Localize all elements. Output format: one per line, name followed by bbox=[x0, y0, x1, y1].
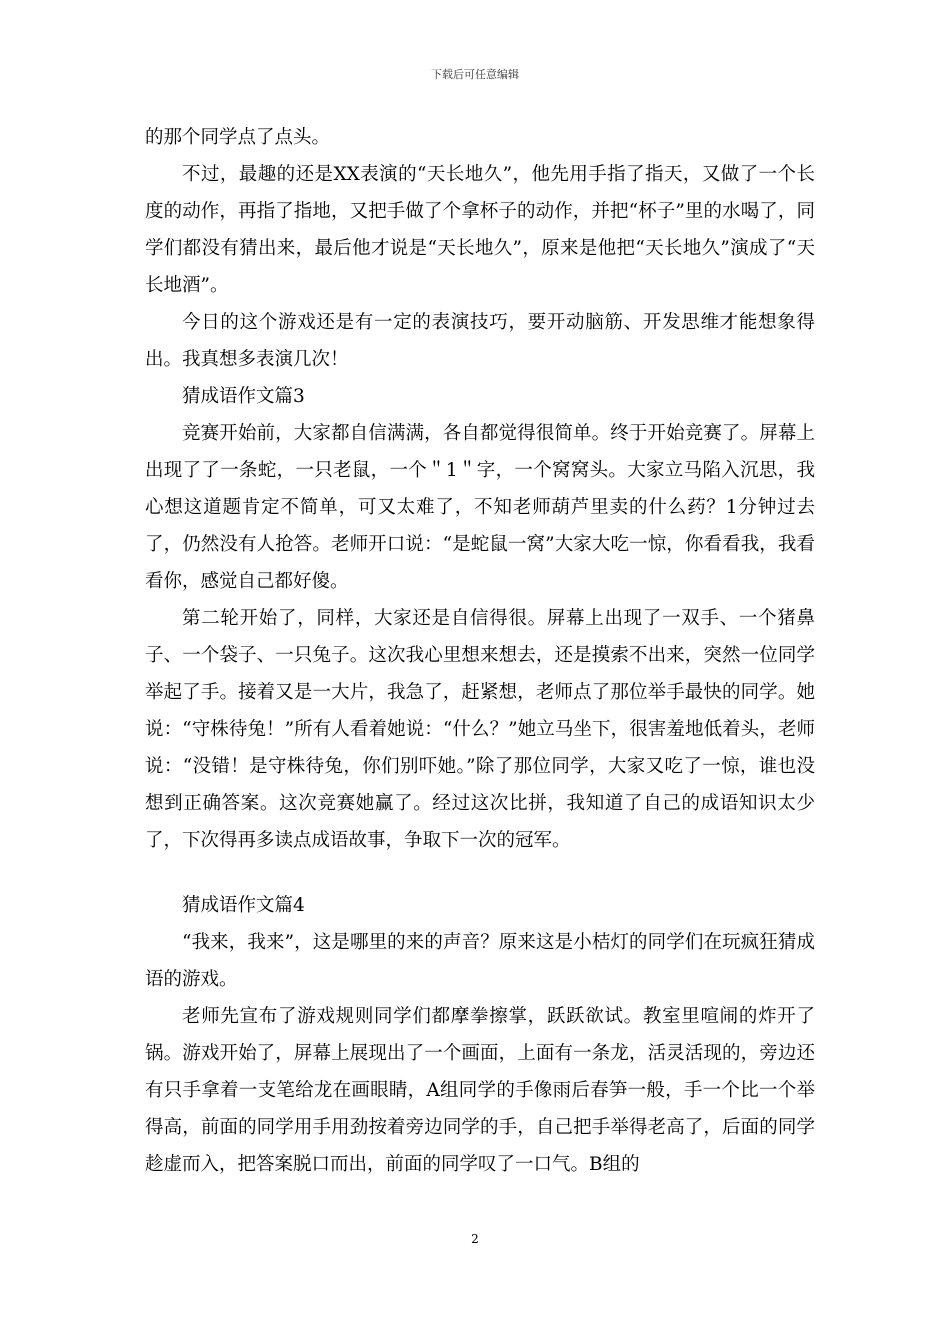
section-heading: 猜成语作文篇3 bbox=[182, 386, 305, 407]
paragraph: 老师先宣布了游戏规则同学们都摩拳擦掌，跃跃欲试。教室里喧闹的炸开了锅。游戏开始了，屏幕上展现出了一个画面，上面有一条龙，活灵活现的，旁边还有只手拿着一支笔给龙在画眼睛，A组同学的手像雨后春笋一般，手一个比一个举得高，前面的同学用手用劲按着旁边同学的手，自己把手举得老高了，后面的同学趁虚而入，把答案脱口而出，前面的同学叹了一口气。B组的 bbox=[145, 1006, 815, 1175]
paragraph-continuation: 的那个同学点了点头。 bbox=[145, 127, 331, 148]
section-spacer bbox=[145, 859, 815, 887]
section-heading: 猜成语作文篇4 bbox=[182, 895, 305, 916]
page-header: 下载后可任意编辑 bbox=[431, 68, 519, 81]
document-body bbox=[145, 119, 815, 1183]
paragraph: 竞赛开始前，大家都自信满满，各自都觉得很简单。终于开始竞赛了。屏幕上出现了了一条蛇，一只老鼠，一个＂1＂字，一个窝窝头。大家立马陷入沉思，我心想这道题肯定不简单，可又太难了，不知老师葫芦里卖的什么药？1分钟过去了，仍然没有人抢答。老师开口说：“是蛇鼠一窝”大家大吃一惊，你看看我，我看看你，感觉自己都好傻。 bbox=[145, 423, 815, 592]
page-number: 2 bbox=[471, 1232, 479, 1246]
paragraph: “我来，我来”，这是哪里的来的声音？原来这是小桔灯的同学们在玩疯狂猜成语的游戏。 bbox=[145, 932, 815, 990]
paragraph: 第二轮开始了，同样，大家还是自信得很。屏幕上出现了一双手、一个猪鼻子、一个袋子、一只兔子。这次我心里想来想去，还是摸索不出来，突然一位同学举起了手。接着又是一大片，我急了，赶紧想，老师点了那位举手最快的同学。她说：“守株待兔！”所有人看着她说：“什么？”她立马坐下，很害羞地低着头，老师说：“没错！是守株待兔，你们别吓她。”除了那位同学，大家又吃了一惊，谁也没想到正确答案。这次竞赛她赢了。经过这次比拼，我知道了自己的成语知识太少了，下次得再多读点成语故事，争取下一次的冠军。 bbox=[145, 608, 815, 851]
paragraph: 不过，最趣的还是XX表演的“天长地久”，他先用手指了指天，又做了一个长度的动作，再指了指地，又把手做了个拿杯子的动作，并把“杯子”里的水喝了，同学们都没有猜出来，最后他才说是“天长地久”，原来是他把“天长地久”演成了“天长地酒”。 bbox=[145, 164, 815, 296]
paragraph: 今日的这个游戏还是有一定的表演技巧，要开动脑筋、开发思维才能想象得出。我真想多表演几次！ bbox=[145, 312, 815, 370]
